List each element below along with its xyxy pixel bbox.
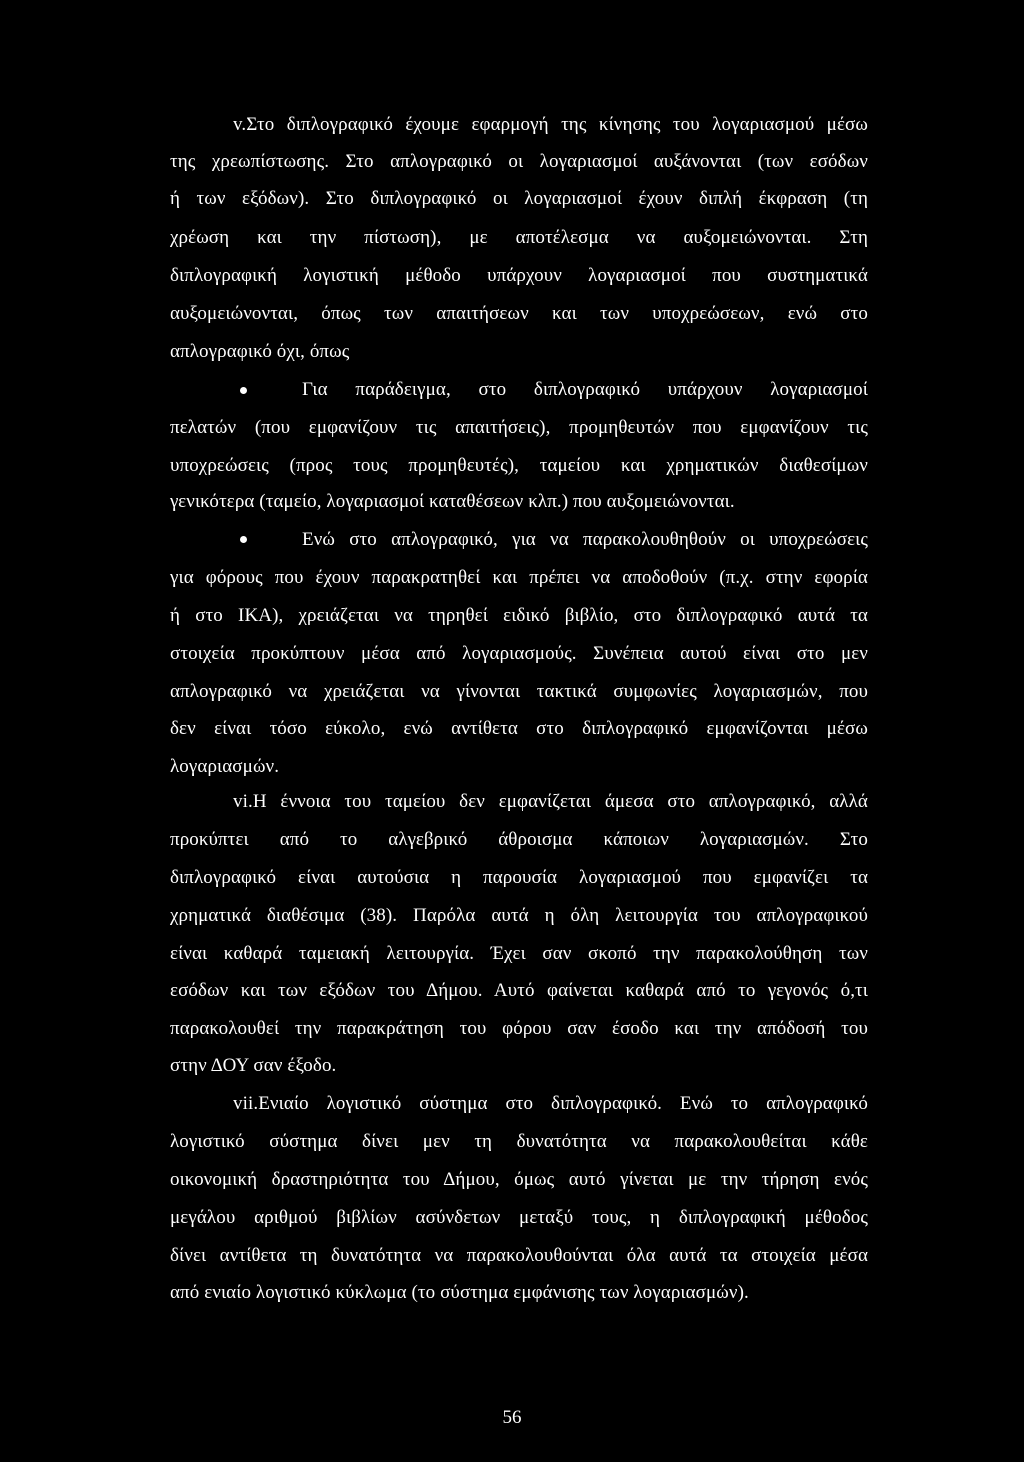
text-line: δίνει αντίθετα τη δυνατότητα να παρακολουθούνται όλα αυτά τα στοιχεία μέσα — [170, 1245, 868, 1266]
bullet-item-text: Ενώ στο απλογραφικό, για να παρακολουθηθούν οι υποχρεώσεις — [302, 529, 868, 550]
text-line: vii.Ενιαίο λογιστικό σύστημα στο διπλογραφικό. Ενώ το απλογραφικό — [233, 1093, 868, 1114]
text-line: διπλογραφική λογιστική μέθοδο υπάρχουν λογαριασμοί που συστηματικά — [170, 265, 868, 286]
text-line: λογαριασμών. — [170, 756, 280, 777]
bullet-icon — [240, 536, 247, 543]
text-line: αυξομειώνονται, όπως των απαιτήσεων και των υποχρεώσεων, ενώ στο — [170, 303, 868, 324]
text-line: μεγάλου αριθμού βιβλίων ασύνδετων μεταξύ τους, η διπλογραφική μέθοδος — [170, 1207, 868, 1228]
page-number: 56 — [502, 1407, 522, 1428]
bullet-item-text: Για παράδειγμα, στο διπλογραφικό υπάρχουν λογαριασμοί — [302, 379, 868, 400]
text-line: υποχρεώσεις (προς τους προμηθευτές), ταμείου και χρηματικών διαθεσίμων — [170, 455, 868, 476]
text-line: χρηματικά διαθέσιμα (38). Παρόλα αυτά η όλη λειτουργία του απλογραφικού — [170, 905, 868, 926]
text-line: της χρεωπίστωσης. Στο απλογραφικό οι λογαριασμοί αυξάνονται (των εσόδων — [170, 151, 868, 172]
text-line: απλογραφικό να χρειάζεται να γίνονται τακτικά συμφωνίες λογαριασμών, που — [170, 681, 868, 702]
text-line: για φόρους που έχουν παρακρατηθεί και πρέπει να αποδοθούν (π.χ. στην εφορία — [170, 567, 868, 588]
text-line: v.Στο διπλογραφικό έχουμε εφαρμογή της κίνησης του λογαριασμού μέσω — [233, 114, 868, 135]
bullet-icon — [240, 387, 247, 394]
text-line: εσόδων και των εξόδων του Δήμου. Αυτό φαίνεται καθαρά από το γεγονός ό,τι — [170, 980, 868, 1001]
text-line: οικονομική δραστηριότητα του Δήμου, όμως αυτό γίνεται με την τήρηση ενός — [170, 1169, 868, 1190]
text-line: από ενιαίο λογιστικό κύκλωμα (το σύστημα εμφάνισης των λογαριασμών). — [170, 1282, 749, 1303]
text-line: λογιστικό σύστημα δίνει μεν τη δυνατότητα να παρακολουθείται κάθε — [170, 1131, 868, 1152]
text-line: είναι καθαρά ταμειακή λειτουργία. Έχει σαν σκοπό την παρακολούθηση των — [170, 943, 868, 964]
text-line: πελατών (που εμφανίζουν τις απαιτήσεις), προμηθευτών που εμφανίζουν τις — [170, 417, 868, 438]
text-line: στην ΔΟΥ σαν έξοδο. — [170, 1055, 337, 1076]
text-line: απλογραφικό όχι, όπως — [170, 341, 350, 362]
text-line: δεν είναι τόσο εύκολο, ενώ αντίθετα στο διπλογραφικό εμφανίζονται μέσω — [170, 718, 868, 739]
text-line: διπλογραφικό είναι αυτούσια η παρουσία λογαριασμού που εμφανίζει τα — [170, 867, 868, 888]
text-line: χρέωση και την πίστωση), με αποτέλεσμα να αυξομειώνονται. Στη — [170, 227, 868, 248]
text-line: γενικότερα (ταμείο, λογαριασμοί καταθέσεων κλπ.) που αυξομειώνονται. — [170, 491, 735, 512]
text-line: ή στο ΙΚΑ), χρειάζεται να τηρηθεί ειδικό βιβλίο, στο διπλογραφικό αυτά τα — [170, 605, 868, 626]
text-line: παρακολουθεί την παρακράτηση του φόρου σαν έσοδο και την απόδοσή του — [170, 1018, 868, 1039]
text-line: vi.Η έννοια του ταμείου δεν εμφανίζεται άμεσα στο απλογραφικό, αλλά — [233, 791, 868, 812]
text-line: στοιχεία προκύπτουν μέσα από λογαριασμούς. Συνέπεια αυτού είναι στο μεν — [170, 643, 868, 664]
text-line: ή των εξόδων). Στο διπλογραφικό οι λογαριασμοί έχουν διπλή έκφραση (τη — [170, 188, 868, 209]
text-line: προκύπτει από το αλγεβρικό άθροισμα κάποιων λογαριασμών. Στο — [170, 829, 868, 850]
